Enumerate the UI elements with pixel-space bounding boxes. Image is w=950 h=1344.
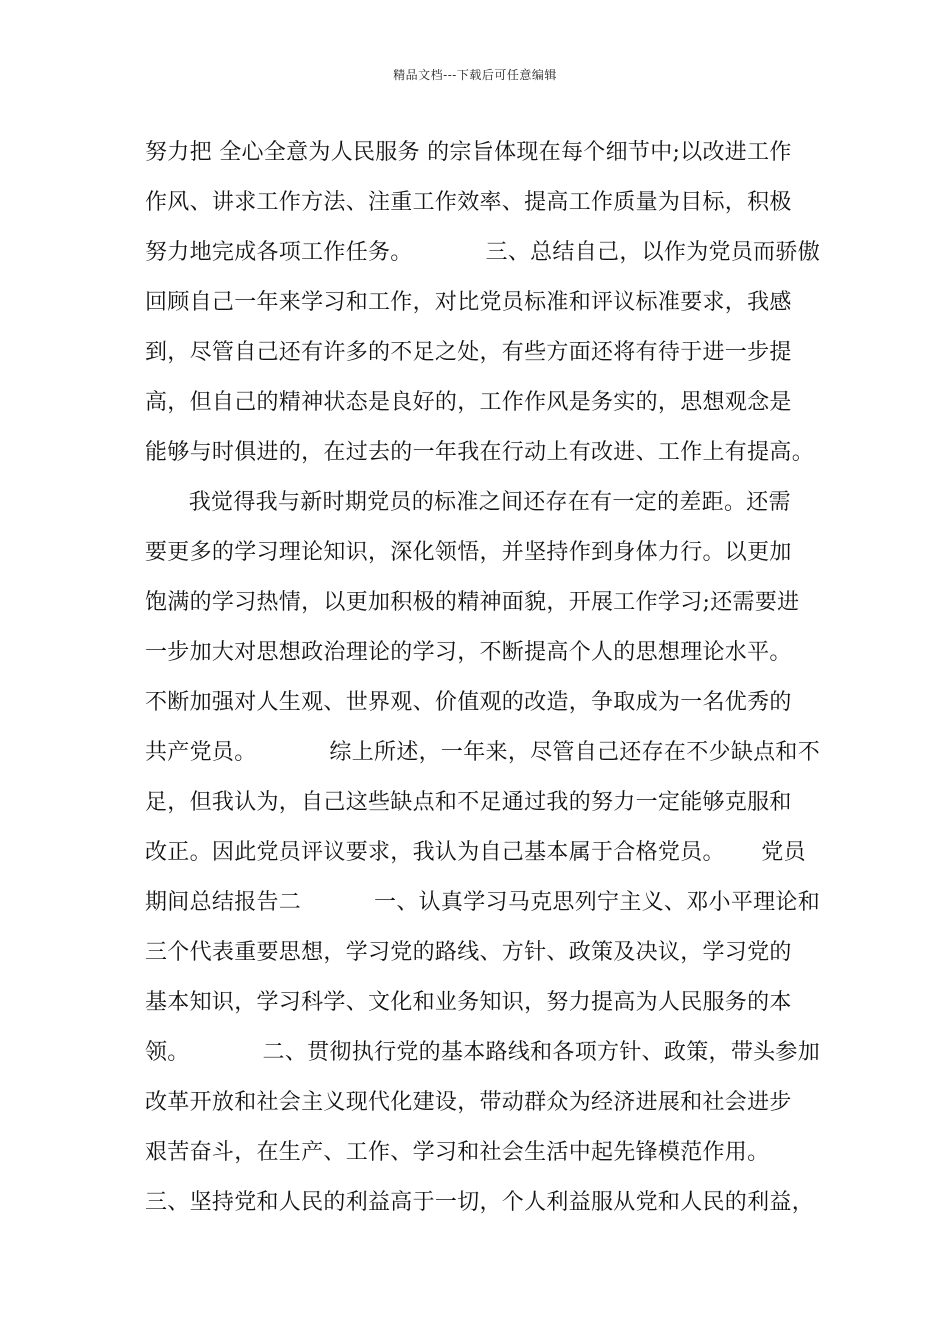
- text-line: 到，尽管自己还有许多的不足之处，有些方面还将有待于进一步提: [145, 340, 792, 365]
- text-line: 回顾自己一年来学习和工作，对比党员标准和评议标准要求，我感: [145, 290, 792, 315]
- document-body: [145, 128, 835, 1228]
- text-line: 我觉得我与新时期党员的标准之间还存在有一定的差距。还需: [145, 490, 791, 515]
- text-line: 一步加大对思想政治理论的学习，不断提高个人的思想理论水平。: [145, 640, 792, 665]
- text-line: 能够与时俱进的，在过去的一年我在行动上有改进、工作上有提高。: [145, 440, 815, 465]
- text-line: 饱满的学习热情，以更加积极的精神面貌，开展工作学习;还需要进: [145, 590, 800, 615]
- text-line: 基本知识，学习科学、文化和业务知识，努力提高为人民服务的本: [145, 990, 792, 1015]
- text-line: 三个代表重要思想，学习党的路线、方针、政策及决议，学习党的: [145, 940, 792, 965]
- text-line: 期间总结报告二 一、认真学习马克思列宁主义、邓小平理论和: [145, 890, 821, 915]
- text-line: 高，但自己的精神状态是良好的，工作作风是务实的，思想观念是: [145, 390, 792, 415]
- text-line: 领。 二、贯彻执行党的基本路线和各项方针、政策，带头参加: [145, 1040, 821, 1065]
- text-line: 改正。因此党员评议要求，我认为自己基本属于合格党员。 党员: [145, 840, 806, 865]
- text-line: 努力地完成各项工作任务。 三、总结自己，以作为党员而骄傲: [145, 240, 821, 265]
- text-line: 努力把 全心全意为人民服务 的宗旨体现在每个细节中;以改进工作: [145, 140, 792, 165]
- text-line: 作风、讲求工作方法、注重工作效率、提高工作质量为目标，积极: [145, 190, 792, 215]
- text-line: 艰苦奋斗，在生产、工作、学习和社会生活中起先锋模范作用。: [145, 1140, 770, 1165]
- text-line: 共产党员。 综上所述，一年来，尽管自己还存在不少缺点和不: [145, 740, 821, 765]
- text-line: 足，但我认为，自己这些缺点和不足通过我的努力一定能够克服和: [145, 790, 792, 815]
- text-line: 三、坚持党和人民的利益高于一切，个人利益服从党和人民的利益，: [145, 1190, 815, 1215]
- text-line: 改革开放和社会主义现代化建设，带动群众为经济进展和社会进步: [145, 1090, 792, 1115]
- text-line: 要更多的学习理论知识，深化领悟，并坚持作到身体力行。以更加: [145, 540, 792, 565]
- text-line: 不断加强对人生观、世界观、价值观的改造，争取成为一名优秀的: [145, 690, 792, 715]
- page-header: 精品文档---下载后可任意编辑: [393, 68, 557, 82]
